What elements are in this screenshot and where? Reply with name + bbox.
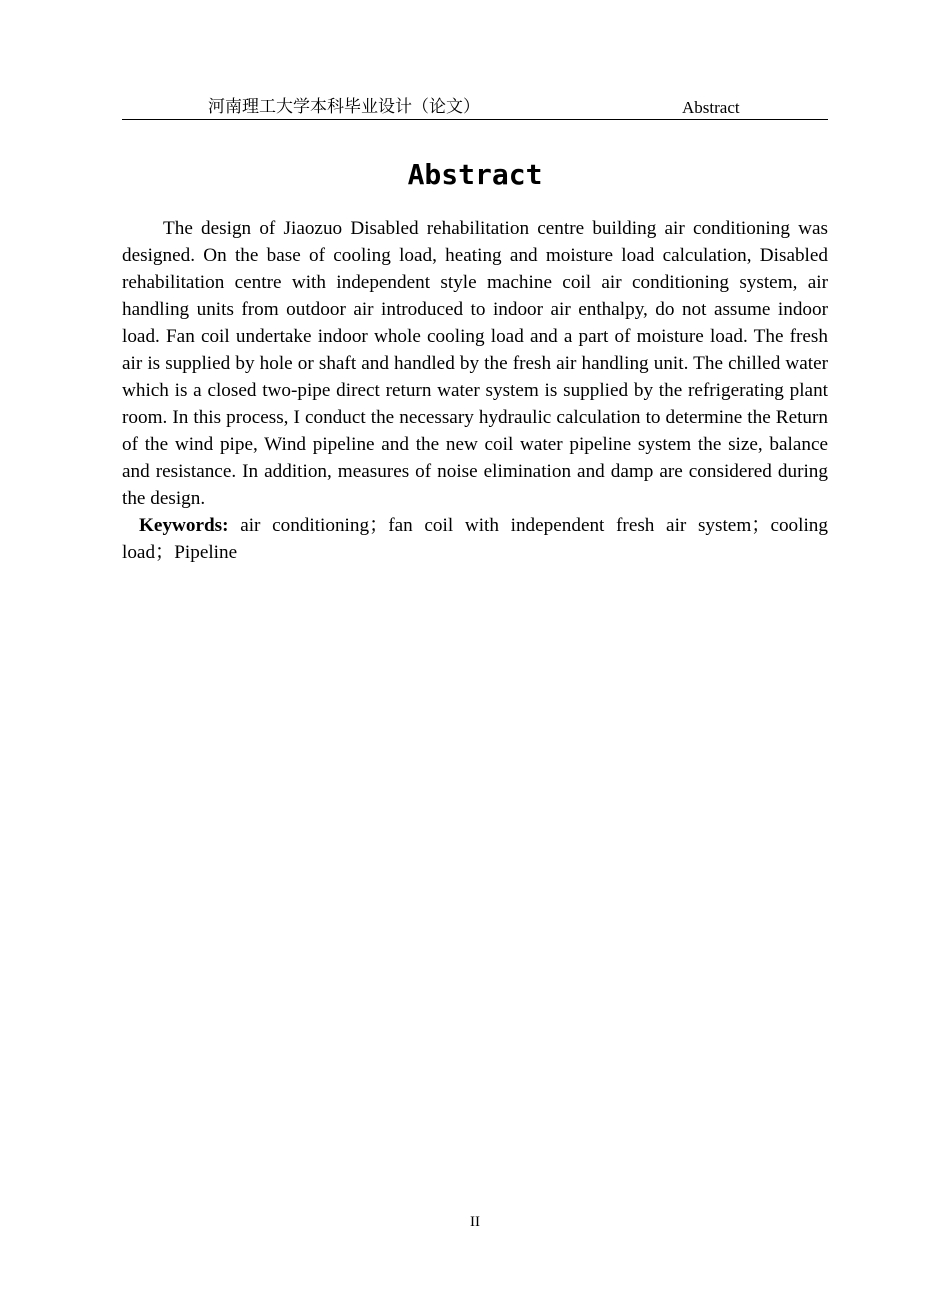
header-school-title: 河南理工大学本科毕业设计（论文） <box>208 97 480 117</box>
keywords-line <box>122 512 828 566</box>
keywords-text: air conditioning；fan coil with independent fresh air system；cooling load；Pipeline <box>122 515 828 563</box>
page-header <box>122 95 828 120</box>
page-title: Abstract <box>407 158 543 191</box>
abstract-body: The design of Jiaozuo Disabled rehabilitation centre building air conditioning was designed. On the base of cooling load, heating and moisture load calculation, Disabled rehabilitation centre with independent style machine coil air conditioning system, air handling units from outdoor air introduced to indoor air enthalpy, do not assume indoor load. Fan coil undertake indoor whole cooling load and a part of moisture load. The fresh air is supplied by hole or shaft and handled by the fresh air handling unit. The chilled water which is a closed two-pipe direct return water system is supplied by the refrigerating plant room. In this process, I conduct the necessary hydraulic calculation to determine the Return of the wind pipe, Wind pipeline and the new coil water pipeline system the size, balance and resistance. In addition, measures of noise elimination and damp are considered during the design. <box>122 218 828 509</box>
page-number: II <box>470 1214 480 1230</box>
header-section-title: Abstract <box>682 98 740 117</box>
keywords-label: Keywords: <box>139 515 229 536</box>
